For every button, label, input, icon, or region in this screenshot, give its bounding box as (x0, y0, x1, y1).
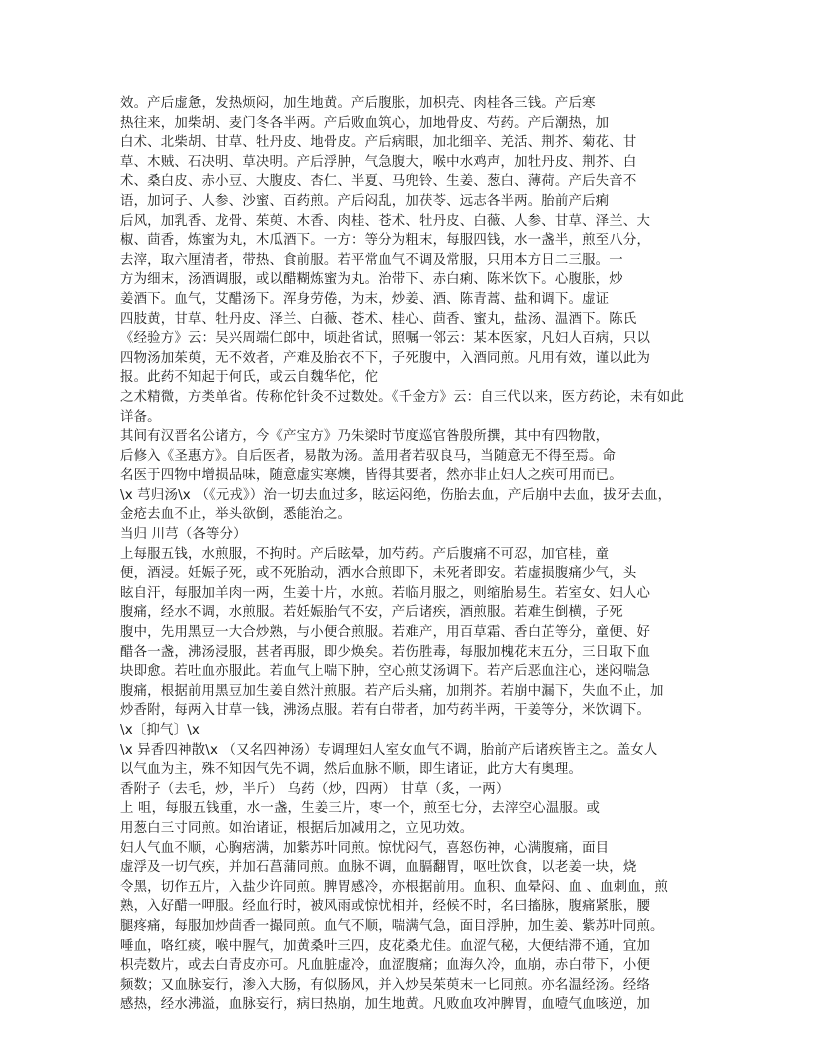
document-body (120, 94, 710, 1015)
text-line: 上每服五钱，水煎服，不拘时。产后眩晕，加芍药。产后腹痛不可忍，加官桂，童 (120, 546, 610, 562)
text-line: 名医于四物中增损品味，随意虚实寒燠，皆得其要者，然亦非止妇人之疾可用而已。 (120, 468, 623, 484)
text-line: 以气血为主，殊不知因气先不调，然后血脉不顺，即生诸证，此方大有奥理。 (120, 762, 583, 778)
text-line: 方为细末，汤酒调服，或以醋糊炼蜜为丸。治带下、赤白痢、陈米饮下。心腹胀，炒 (120, 272, 623, 288)
text-line: 当归 川芎（各等分） (120, 527, 247, 543)
text-line: 金疮去血不止，举头欲倒，悉能治之。 (120, 507, 352, 523)
text-line: 令黑，切作五片，入盐少许同煎。脾胃感冷，亦根据前用。血积、血晕闷、血 、血刺血，煎 (120, 879, 669, 895)
text-line: 姜酒下。血气，艾醋汤下。浑身劳倦，为末，炒姜、酒、陈青蒿、盐和调下。虚证 (120, 291, 610, 307)
text-line: 便，酒浸。妊娠子死，或不死胎动，洒水合煎即下，未死者即安。若虚损腹痛少气，头 (120, 566, 637, 582)
text-line: 之术精微，方类单省。传称佗针灸不过数处。《千金方》云：自三代以来，医方药论，未有如此 (120, 389, 685, 405)
text-line: 虚浮及一切气疾，并加石菖蒲同煎。血脉不调，血膈翻胃，呕吐饮食，以老姜一块，烧 (120, 860, 637, 876)
text-line: 四物汤加茱萸，无不效者，产难及胎衣不下，子死腹中，入酒同煎。凡用有效，谨以此为 (120, 350, 651, 366)
text-line: 椒、茴香，炼蜜为丸，木瓜酒下。一方：等分为粗末，每服四钱，水一盏半，煎至八分， (120, 233, 651, 249)
text-line: 腹中，先用黑豆一大合炒熟，与小便合煎服。若难产，用百草霜、香白芷等分，童便、好 (120, 625, 651, 641)
text-line: 块即愈。若吐血亦服此。若血气上喘下肿，空心煎艾汤调下。若产后恶血注心，迷闷喘急 (120, 664, 651, 680)
text-line: 唾血，咯红痰，喉中腥气，加黄桑叶三四，皮花桑尤佳。血涩气秘，大便结滞不通，宜加 (120, 938, 651, 954)
text-line: 效。产后虚惫，发热烦闷，加生地黄。产后腹胀，加枳壳、肉桂各三钱。产后寒 (120, 96, 596, 111)
text-line: 草、木贼、石决明、草决明。产后浮肿，气急腹大，喉中水鸡声，加牡丹皮、荆芥、白 (120, 154, 637, 170)
text-line: 用葱白三寸同煎。如治诸证，根据后加减用之，立见功效。 (120, 820, 474, 836)
text-line: 炒香附，每两入甘草一钱，沸汤点服。若有白带者，加芍药半两，干姜等分，米饮调下。 (120, 703, 651, 719)
text-line: 去滓，取六厘清者，带热、食前服。若平常血气不调及常服，只用本方日二三服。一 (120, 252, 623, 268)
text-line: 术、桑白皮、赤小豆、大腹皮、杏仁、半夏、马兜铃、生姜、葱白、薄荷。产后失音不 (120, 174, 637, 190)
text-line: 上 咀，每服五钱重，水一盏，生姜三片，枣一个，煎至七分，去滓空心温服。或 (120, 801, 601, 817)
text-line: 白术、北柴胡、甘草、牡丹皮、地骨皮。产后病眼，加北细辛、羌活、荆芥、菊花、甘 (120, 135, 637, 151)
text-line: 报。此药不知起于何氏，或云自魏华佗，佗 (120, 370, 379, 386)
text-line: 《经验方》云：吴兴周端仁郎中，顷赴省试，照嘱一邻云：某本医家，凡妇人百病，只以 (120, 331, 651, 347)
text-line: 香附子（去毛，炒，半斤） 乌药（炒，四两） 甘草（炙，一两） (120, 781, 510, 797)
text-line: 熟，入好醋一呷服。经血行时，被风雨或惊忧相并，经候不时，名曰搐脉，腹痛紧胀，腰 (120, 899, 651, 915)
text-line: 醋各一盏，沸汤浸服，甚者再服，即少焕矣。若伤胜毒，每服加槐花末五分，三日取下血 (120, 644, 651, 660)
text-line: 热往来，加柴胡、麦门冬各半两。产后败血筑心，加地骨皮、芍药。产后潮热，加 (120, 115, 610, 131)
text-line: 感热，经水沸溢，血脉妄行，病曰热崩，加生地黄。凡败血攻冲脾胃，血噎气血咳逆，加 (120, 997, 651, 1013)
text-line: 详备。 (120, 409, 161, 425)
text-line: 腹痛，经水不调，水煎服。若妊娠胎气不安，产后诸疾，酒煎服。若难生倒横，子死 (120, 605, 623, 621)
text-line: 语，加诃子、人参、沙蜜、百药煎。产后闷乱，加茯苓、远志各半两。胎前产后痢 (120, 193, 610, 209)
text-line: 频数；又血脉妄行，渗入大肠，有似肠风，并入炒吴茱萸末一匕同煎。亦名温经汤。经络 (120, 977, 651, 993)
text-line: \x〔抑气〕\x (120, 723, 201, 738)
text-line: 后风，加乳香、龙骨、茱萸、木香、肉桂、苍术、牡丹皮、白薇、人参、甘草、泽兰、大 (120, 213, 651, 229)
text-line: 其间有汉晋名公诸方，今《产宝方》乃朱梁时节度巡官昝殷所撰，其中有四物散， (120, 429, 610, 445)
text-line: 眩自汗，每服加羊肉一两，生姜十片，水煎。若临月服之，则缩胎易生。若室女、妇人心 (120, 585, 651, 601)
text-line: 后修入《圣惠方》。自后医者，易散为汤。盖用者若驭良马，当随意无不得至焉。命 (120, 448, 617, 464)
text-line: 腹痛，根据前用黑豆加生姜自然汁煎服。若产后头痛，加荆芥。若崩中漏下，失血不止，加 (120, 683, 664, 699)
text-line: \x 异香四神散\x （又名四神汤）专调理妇人室女血气不调，胎前产后诸疾皆主之。盖女人 (120, 742, 658, 758)
text-line: 四肢黄，甘草、牡丹皮、泽兰、白薇、苍术、桂心、茴香、蜜丸，盐汤、温酒下。陈氏 (120, 311, 637, 327)
text-line: 腿疼痛，每服加炒茴香一撮同煎。血气不顺，喘满气急，面目浮肿，加生姜、紫苏叶同煎。 (120, 918, 664, 934)
text-line: 枳壳数片，或去白青皮亦可。凡血脏虚冷，血涩腹痛；血海久冷，血崩，赤白带下，小便 (120, 958, 651, 974)
text-line: 妇人气血不顺，心胸痞满，加紫苏叶同煎。惊忧闷气，喜怒伤神，心满腹痛，面目 (120, 840, 610, 856)
text-line: \x 芎归汤\x （《元戎》）治一切去血过多，眩运闷绝，伤胎去血，产后崩中去血，拔牙去血， (120, 487, 672, 503)
